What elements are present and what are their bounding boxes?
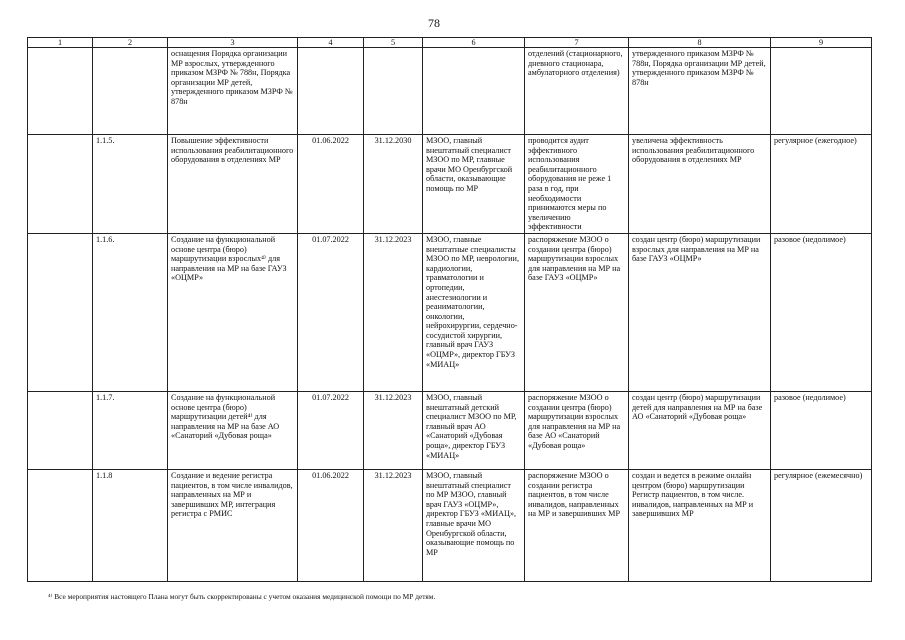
cell-end: 31.12.2023 [364, 233, 423, 391]
cell-name: оснащения Порядка организации МР взрослых, утвержденного приказом МЗРФ № 788н, Порядка организации МР детей, утвержденного приказом МЗРФ № 878н [168, 48, 298, 135]
table-row [28, 48, 872, 135]
table-row [28, 469, 872, 581]
cell-blank [28, 391, 93, 469]
col-header: 1 [28, 38, 93, 48]
cell-doc: отделений (стационарного, дневного стационара, амбулаторного отделения) [525, 48, 629, 135]
cell-blank [28, 48, 93, 135]
col-header: 6 [423, 38, 525, 48]
cell-start [298, 48, 364, 135]
cell-start: 01.07.2022 [298, 391, 364, 469]
table-row [28, 233, 872, 391]
cell-resp [423, 48, 525, 135]
cell-doc: распоряжение МЗОО о создании центра (бюро) маршрутизации взрослых для направления на МР на базе ГАУЗ «ОЦМР» [525, 233, 629, 391]
cell-result: утвержденного приказом МЗРФ № 788н, Порядка организации МР детей, утвержденного приказом МЗРФ № 878н [629, 48, 771, 135]
cell-result: создан центр (бюро) маршрутизации детей для направления на МР на базе АО «Санаторий «Дубовая роща» [629, 391, 771, 469]
cell-doc: распоряжение МЗОО о создании регистра пациентов, в том числе инвалидов, направленных на МР и завершивших МР [525, 469, 629, 581]
table-row [28, 391, 872, 469]
cell-end: 31.12.2030 [364, 135, 423, 234]
cell-end [364, 48, 423, 135]
cell-num: 1.1.7. [93, 391, 168, 469]
cell-num [93, 48, 168, 135]
table-row [28, 135, 872, 234]
cell-period: разовое (недолимое) [771, 391, 872, 469]
cell-result: увеличена эффективность использования реабилитационного оборудования в отделениях МР [629, 135, 771, 234]
cell-period: регулярное (ежегодное) [771, 135, 872, 234]
col-header: 8 [629, 38, 771, 48]
cell-name: Создание на функциональной основе центра (бюро) маршрутизации взрослых⁴⁾ для направления на МР на базе ГАУЗ «ОЦМР» [168, 233, 298, 391]
cell-resp: МЗОО, главный внештатный специалист МЗОО по МР, главные врачи МО Оренбургской области, оказывающие помощь по МР [423, 135, 525, 234]
cell-period: регулярное (ежемесячно) [771, 469, 872, 581]
cell-blank [28, 135, 93, 234]
cell-name: Создание и ведение регистра пациентов, в том числе инвалидов, направленных на МР и завершивших МР, интеграция регистра с РМИС [168, 469, 298, 581]
cell-period: разовое (недолимое) [771, 233, 872, 391]
col-header: 5 [364, 38, 423, 48]
cell-period [771, 48, 872, 135]
cell-start: 01.06.2022 [298, 469, 364, 581]
cell-resp: МЗОО, главные внештатные специалисты МЗОО по МР, неврологии, кардиологии, травматологии и ортопедии, анестезиологии и реаниматологии, онкологии, нейрохирургии, сердечно-сосудистой хирургии, главный врач ГАУЗ «ОЦМР», директор ГБУЗ «МИАЦ» [423, 233, 525, 391]
cell-blank [28, 469, 93, 581]
cell-end: 31.12.2023 [364, 391, 423, 469]
plan-table [27, 37, 872, 582]
header-row [28, 38, 872, 48]
cell-blank [28, 233, 93, 391]
page-number: 78 [428, 16, 440, 30]
cell-doc: распоряжение МЗОО о создании центра (бюро) маршрутизации взрослых для направления на МР на базе АО «Санаторий «Дубовая роща» [525, 391, 629, 469]
cell-start: 01.07.2022 [298, 233, 364, 391]
cell-result: создан центр (бюро) маршрутизации взрослых для направления на МР на базе ГАУЗ «ОЦМР» [629, 233, 771, 391]
cell-num: 1.1.5. [93, 135, 168, 234]
cell-end: 31.12.2023 [364, 469, 423, 581]
cell-resp: МЗОО, главный внештатный специалист по МР МЗОО, главный врач ГАУЗ «ОЦМР», директор ГБУЗ «МИАЦ», главные врачи МО Оренбургской области, оказывающие помощь по МР [423, 469, 525, 581]
footnote: ⁴⁾ Все мероприятия настоящего Плана могут быть скорректированы с учетом оказания медицинской помощи по МР детям. [48, 592, 436, 601]
cell-start: 01.06.2022 [298, 135, 364, 234]
col-header: 3 [168, 38, 298, 48]
cell-name: Повышение эффективности использования реабилитационного оборудования в отделениях МР [168, 135, 298, 234]
cell-doc: проводится аудит эффективного использования реабилитационного оборудования не реже 1 раза в год, при необходимости принимаются меры по увеличению эффективности [525, 135, 629, 234]
cell-name: Создание на функциональной основе центра (бюро) маршрутизации детей⁴⁾ для направления на МР на базе АО «Санаторий «Дубовая роща» [168, 391, 298, 469]
col-header: 7 [525, 38, 629, 48]
cell-resp: МЗОО, главный внештатный детский специалист МЗОО по МР, главный врач АО «Санаторий «Дубовая роща», директор ГБУЗ «МИАЦ» [423, 391, 525, 469]
cell-result: создан и ведется в режиме онлайн центром (бюро) маршрутизации Регистр пациентов, в том числе. инвалидов, направленных на МР и завершивших МР [629, 469, 771, 581]
cell-num: 1.1.8 [93, 469, 168, 581]
col-header: 9 [771, 38, 872, 48]
col-header: 2 [93, 38, 168, 48]
cell-num: 1.1.6. [93, 233, 168, 391]
col-header: 4 [298, 38, 364, 48]
